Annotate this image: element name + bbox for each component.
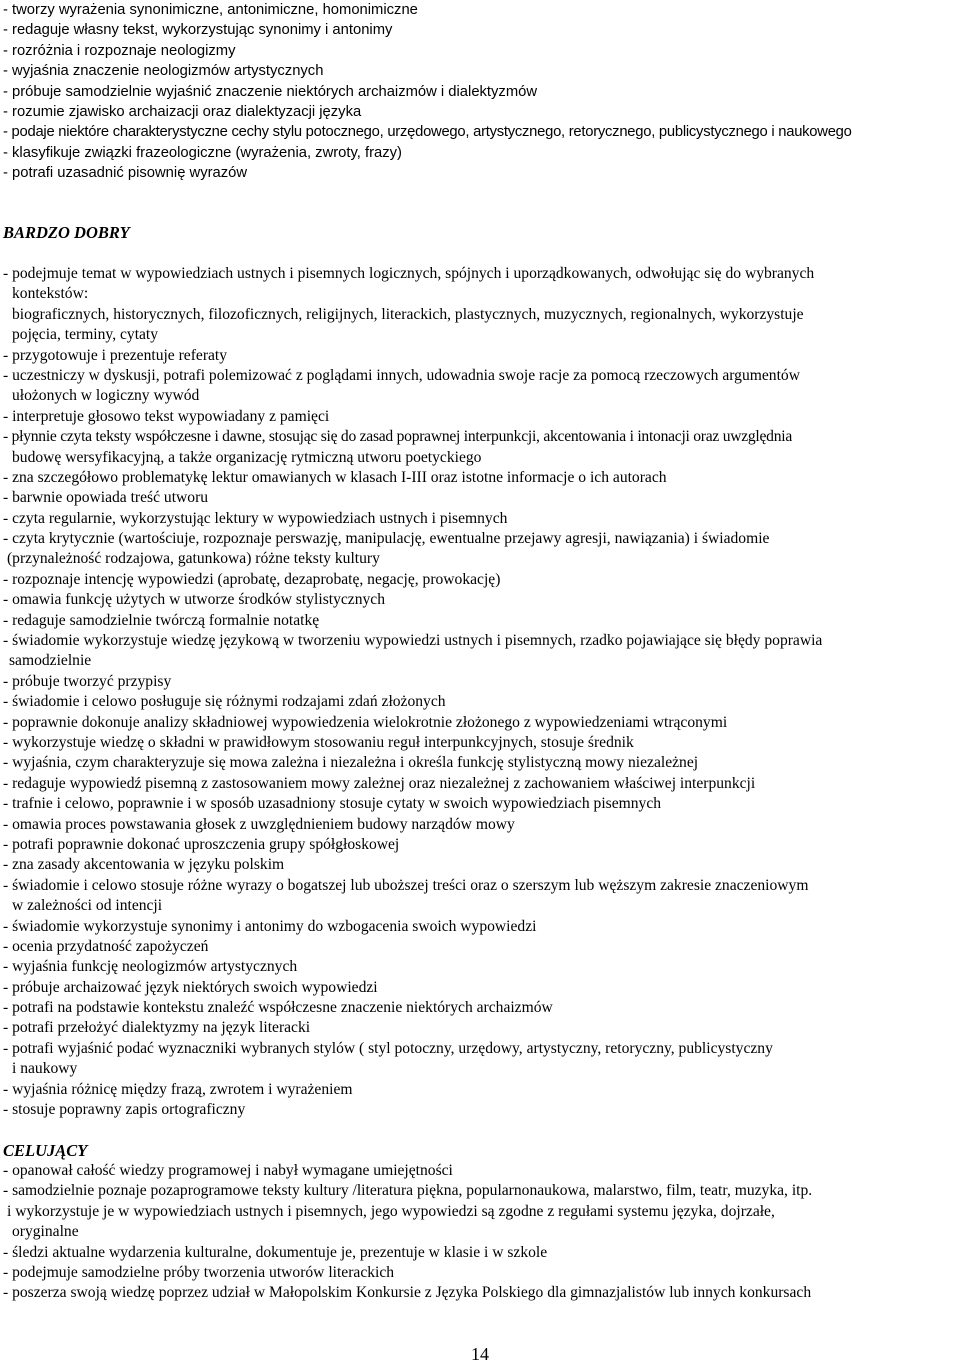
list-item: - podaje niektóre charakterystyczne cechy stylu potocznego, urzędowego, artystycznego, retorycznego, publicystycznego i naukowego (3, 124, 852, 141)
list-item: - śledzi aktualne wydarzenia kulturalne, dokumentuje je, prezentuje w klasie i w szkole (3, 1243, 548, 1261)
list-item: - rozróżnia i rozpoznaje neologizmy (3, 42, 236, 59)
list-item: - świadomie wykorzystuje synonimy i antonimy do wzbogacenia swoich wypowiedzi (3, 917, 537, 935)
list-item: - tworzy wyrażenia synonimiczne, antonimiczne, homonimiczne (3, 2, 418, 18)
list-item: - zna zasady akcentowania w języku polskim (3, 856, 285, 874)
page-number: 14 (471, 1344, 489, 1364)
list-item: ułożonych w logiczny wywód (11, 387, 200, 405)
list-item: oryginalne (11, 1223, 79, 1241)
list-item: - rozpoznaje intencję wypowiedzi (aprobatę, dezaprobatę, negację, prowokację) (3, 570, 501, 588)
list-item: - czyta regularnie, wykorzystując lektury w wypowiedziach ustnych i pisemnych (3, 509, 508, 527)
intro-list (3, 0, 958, 184)
list-item: - poprawnie dokonuje analizy składniowej wypowiedzenia wielokrotnie złożonego z wypowiedzeniami wtrąconymi (3, 713, 728, 731)
list-item: - próbuje tworzyć przypisy (3, 672, 172, 690)
list-item: biograficznych, historycznych, filozoficznych, religijnych, literackich, plastycznych, muzycznych, regionalnych, wykorzystuje (11, 305, 804, 323)
list-item: - interpretuje głosowo tekst wypowiadany z pamięci (3, 407, 330, 425)
list-item: - rozumie zjawisko archaizacji oraz dialektyzacji języka (3, 103, 362, 120)
list-item: - wyjaśnia różnicę między frazą, zwrotem i wyrażeniem (3, 1080, 353, 1098)
list-item: - omawia funkcję użytych w utworze środków stylistycznych (3, 591, 385, 609)
list-item: - redaguje wypowiedź pisemną z zastosowaniem mowy zależnej oraz niezależnej z zachowaniem właściwej interpunkcji (3, 774, 756, 792)
list-item: - wyjaśnia znaczenie neologizmów artystycznych (3, 63, 324, 80)
list-item: - potrafi przełożyć dialektyzmy na język literacki (3, 1019, 311, 1037)
list-item: - barwnie opowiada treść utworu (3, 489, 209, 507)
bardzo-dobry-list (3, 264, 958, 1120)
list-item: - stosuje poprawny zapis ortograficzny (3, 1101, 246, 1119)
list-item: budowę wersyfikacyjną, a także organizację rytmiczną utworu poetyckiego (11, 448, 482, 466)
list-item: - uczestniczy w dyskusji, potrafi polemizować z poglądami innych, udowadnia swoje racje za pomocą rzeczowych argumentów (3, 366, 800, 384)
list-item: - świadomie i celowo stosuje różne wyrazy o bogatszej lub uboższej treści oraz o szerszym lub węższym zakresie znaczeniowym (3, 876, 809, 894)
section-heading-celujacy: CELUJĄCY (3, 1141, 88, 1160)
list-item: - podejmuje samodzielne próby tworzenia utworów literackich (3, 1263, 395, 1281)
list-item: - poszerza swoją wiedzę poprzez udział w Małopolskim Konkursie z Języka Polskiego dla gimnazjalistów lub innych konkursach (3, 1284, 812, 1302)
list-item: - próbuje samodzielnie wyjaśnić znaczenie niektórych archaizmów i dialektyzmów (3, 83, 538, 100)
section-heading-bardzo-dobry: BARDZO DOBRY (3, 223, 130, 242)
list-item: - potrafi wyjaśnić podać wyznaczniki wybranych stylów ( styl potoczny, urzędowy, artystyczny, retoryczny, publicystyczny (3, 1039, 773, 1057)
list-item: - wyjaśnia funkcję neologizmów artystycznych (3, 958, 298, 976)
list-item: - opanował całość wiedzy programowej i nabył wymagane umiejętności (3, 1162, 453, 1179)
list-item: - samodzielnie poznaje pozaprogramowe teksty kultury /literatura piękna, popularnonaukowa, malarstwo, film, teatr, muzyka, itp. (3, 1182, 813, 1200)
list-item: samodzielnie (8, 652, 92, 670)
list-item: - wykorzystuje wiedzę o składni w prawidłowym stosowaniu reguł interpunkcyjnych, stosuje średnik (3, 733, 634, 751)
list-item: w zależności od intencji (11, 897, 163, 915)
list-item: i naukowy (11, 1060, 78, 1078)
list-item: - redaguje własny tekst, wykorzystując synonimy i antonimy (3, 22, 393, 39)
list-item: i wykorzystuje je w wypowiedziach ustnych i pisemnych, jego wypowiedzi są zgodne z regułami systemu języka, dojrzałe, (6, 1202, 775, 1220)
list-item: - trafnie i celowo, poprawnie i w sposób uzasadniony stosuje cytaty w swoich wypowiedziach pisemnych (3, 795, 662, 813)
list-item: - świadomie wykorzystuje wiedzę językową w tworzeniu wypowiedzi ustnych i pisemnych, rzadko pojawiające się błędy poprawia (3, 632, 823, 650)
list-item: - redaguje samodzielnie twórczą formalnie notatkę (3, 611, 320, 629)
list-item: - płynnie czyta teksty współczesne i dawne, stosując się do zasad poprawnej interpunkcji, akcentowania i intonacji oraz uwzględnia (3, 428, 793, 446)
list-item: - ocenia przydatność zapożyczeń (3, 937, 209, 955)
list-item: - potrafi poprawnie dokonać uproszczenia grupy spółgłoskowej (3, 835, 400, 853)
list-item: - podejmuje temat w wypowiedziach ustnych i pisemnych logicznych, spójnych i uporządkowanych, odwołując się do wybranych (3, 265, 815, 282)
list-item: - czyta krytycznie (wartościuje, rozpoznaje perswazję, manipulację, ewentualne przejawy agresji, nawiązania) i świadomie (3, 530, 770, 548)
list-item: - przygotowuje i prezentuje referaty (3, 346, 228, 364)
list-item: (przynależność rodzajowa, gatunkowa) różne teksty kultury (6, 550, 380, 568)
list-item: - wyjaśnia, czym charakteryzuje się mowa zależna i niezależna i określa funkcję stylistyczną mowy niezależnej (3, 754, 699, 772)
list-item: - omawia proces powstawania głosek z uwzględnieniem budowy narządów mowy (3, 815, 515, 833)
list-item: - świadomie i celowo posługuje się różnymi rodzajami zdań złożonych (3, 693, 446, 711)
celujacy-list (3, 1161, 958, 1304)
list-item: - potrafi na podstawie kontekstu znaleźć współczesne znaczenie niektórych archaizmów (3, 999, 553, 1017)
list-item: kontekstów: (11, 285, 89, 303)
list-item: - próbuje archaizować język niektórych swoich wypowiedzi (3, 978, 378, 996)
list-item: - klasyfikuje związki frazeologiczne (wyrażenia, zwroty, frazy) (3, 144, 402, 161)
list-item: - potrafi uzasadnić pisownię wyrazów (3, 165, 248, 182)
list-item: pojęcia, terminy, cytaty (11, 326, 159, 344)
list-item: - zna szczegółowo problematykę lektur omawianych w klasach I-III oraz istotne informacje o ich autorach (3, 468, 667, 486)
